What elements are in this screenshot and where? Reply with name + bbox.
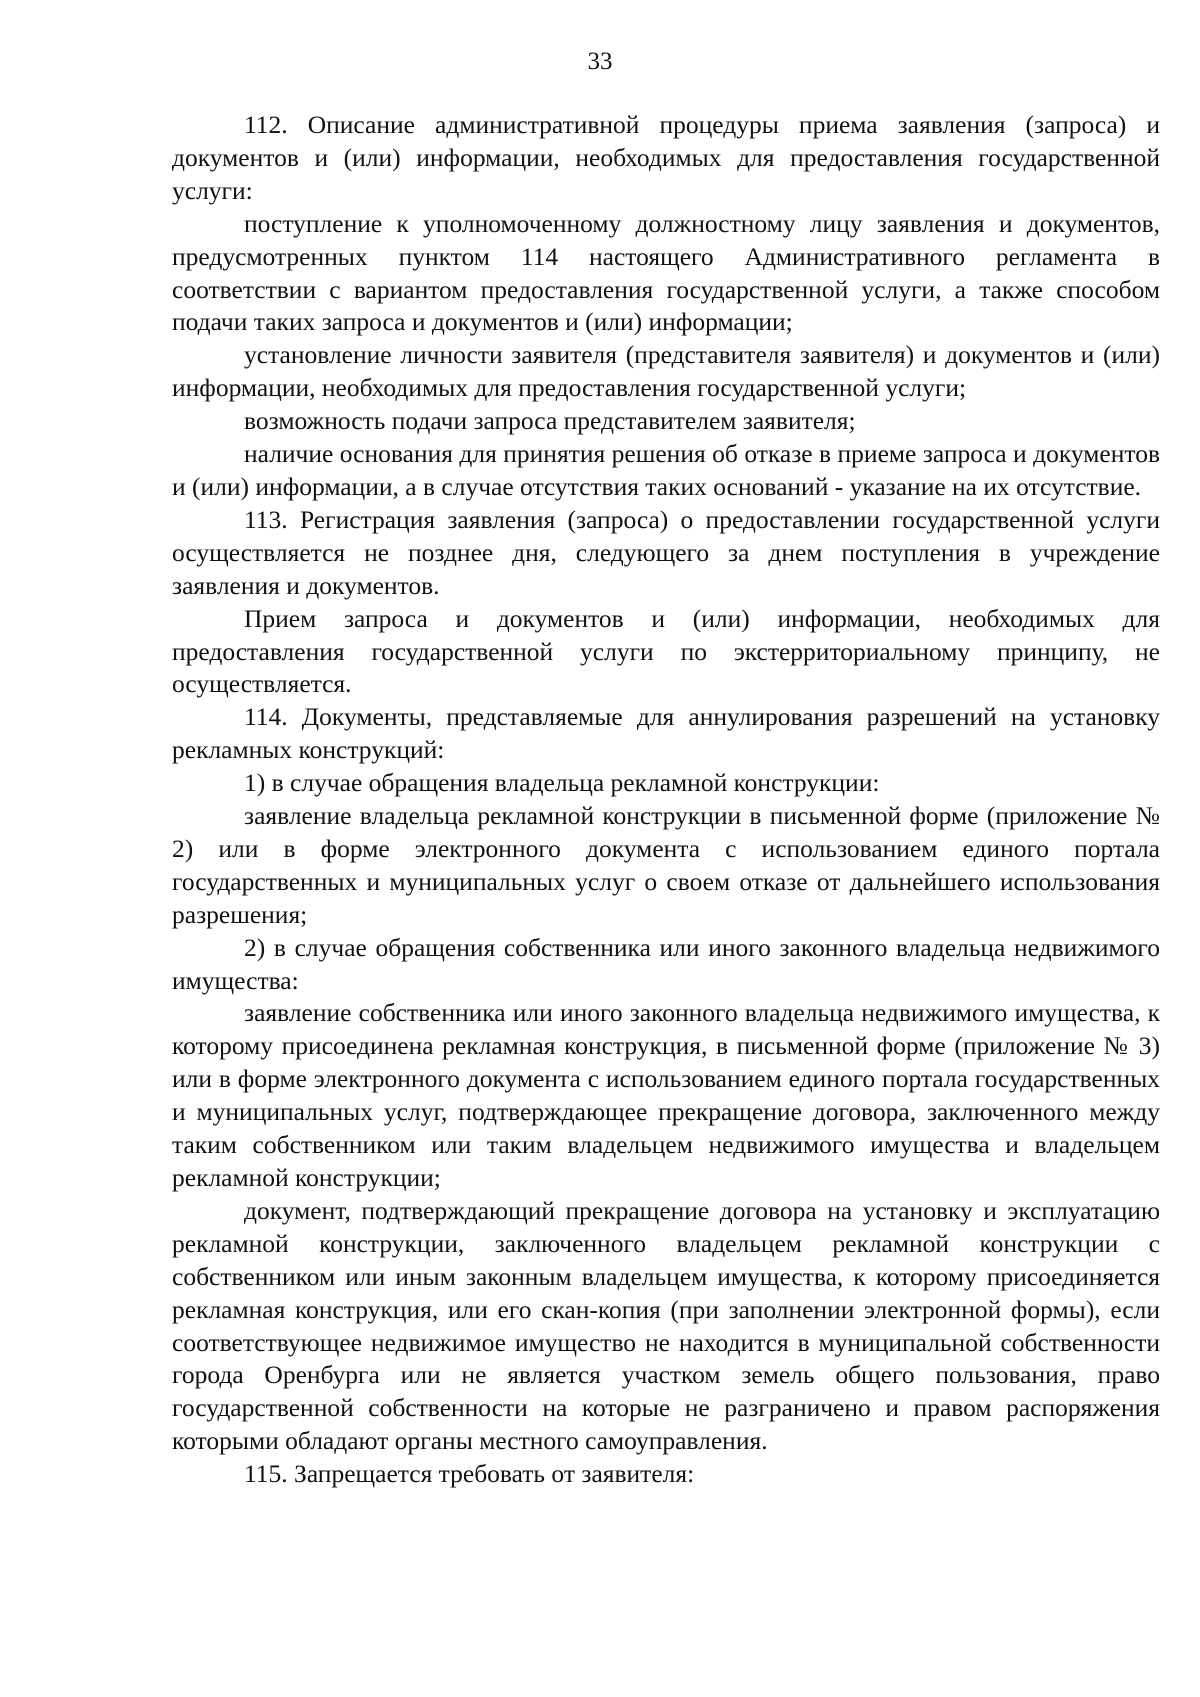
paragraph-extraterritorial: Прием запроса и документов и (или) информации, необходимых для предоставления государственной услуги по экстерриториальному принципу, не осуществляется. (172, 603, 1160, 699)
paragraph-115: 115. Запрещается требовать от заявителя: (244, 1459, 695, 1489)
paragraph-receipt-of-application: поступление к уполномоченному должностному лицу заявления и документов, предусмотренных пунктом 114 настоящего Административного регламента в соответствии с вариантом предоставления государственной услуги, а также способом подачи таких запроса и документов и (или) информации; (172, 208, 1160, 337)
paragraph-case-owner: 1) в случае обращения владельца рекламной конструкции: (244, 768, 880, 798)
paragraph-termination-document: документ, подтверждающий прекращение договора на установку и эксплуатацию рекламной конструкции, заключенного владельцем рекламной конструкции с собственником или иным законным владельцем имущества, к которому присоединяется рекламная конструкция, или его скан-копия (при заполнении электронной формы), если соответствующее недвижимое имущество не находится в муниципальной собственности города Оренбурга или не является участком земель общего пользования, право государственной собственности на которые не разграничено и правом распоряжения которыми обладают органы местного самоуправления. (172, 1195, 1160, 1456)
paragraph-refusal-grounds: наличие основания для принятия решения об отказе в приеме запроса и документов и (или) информации, а в случае отсутствия таких оснований - указание на их отсутствие. (172, 439, 1160, 501)
paragraph-case-property-owner: 2) в случае обращения собственника или иного законного владельца недвижимого имущества: (172, 932, 1160, 995)
page-number: 33 (587, 48, 613, 75)
document-body (172, 109, 1160, 1491)
paragraph-representative-submission: возможность подачи запроса представителем заявителя; (244, 406, 856, 436)
paragraph-owner-application: заявление владельца рекламной конструкции в письменной форме (приложение № 2) или в форме электронного документа с использованием единого портала государственных и муниципальных услуг о своем отказе от дальнейшего использования разрешения; (172, 801, 1160, 929)
paragraph-113: 113. Регистрация заявления (запроса) о предоставлении государственной услуги осуществляется не позднее дня, следующего за днем поступления в учреждение заявления и документов. (172, 504, 1160, 600)
paragraph-property-owner-application: заявление собственника или иного законного владельца недвижимого имущества, к которому присоединена рекламная конструкция, в письменной форме (приложение № 3) или в форме электронного документа с использованием единого портала государственных и муниципальных услуг, подтверждающее прекращение договора, заключенного между таким собственником или таким владельцем недвижимого имущества и владельцем рекламной конструкции; (172, 998, 1160, 1192)
paragraph-112: 112. Описание административной процедуры приема заявления (запроса) и документов и (или) информации, необходимых для предоставления государственной услуги: (172, 110, 1160, 205)
paragraph-identity-verification: установление личности заявителя (представителя заявителя) и документов и (или) информации, необходимых для предоставления государственной услуги; (172, 340, 1160, 403)
paragraph-114: 114. Документы, представляемые для аннулирования разрешений на установку рекламных конструкций: (172, 702, 1160, 765)
